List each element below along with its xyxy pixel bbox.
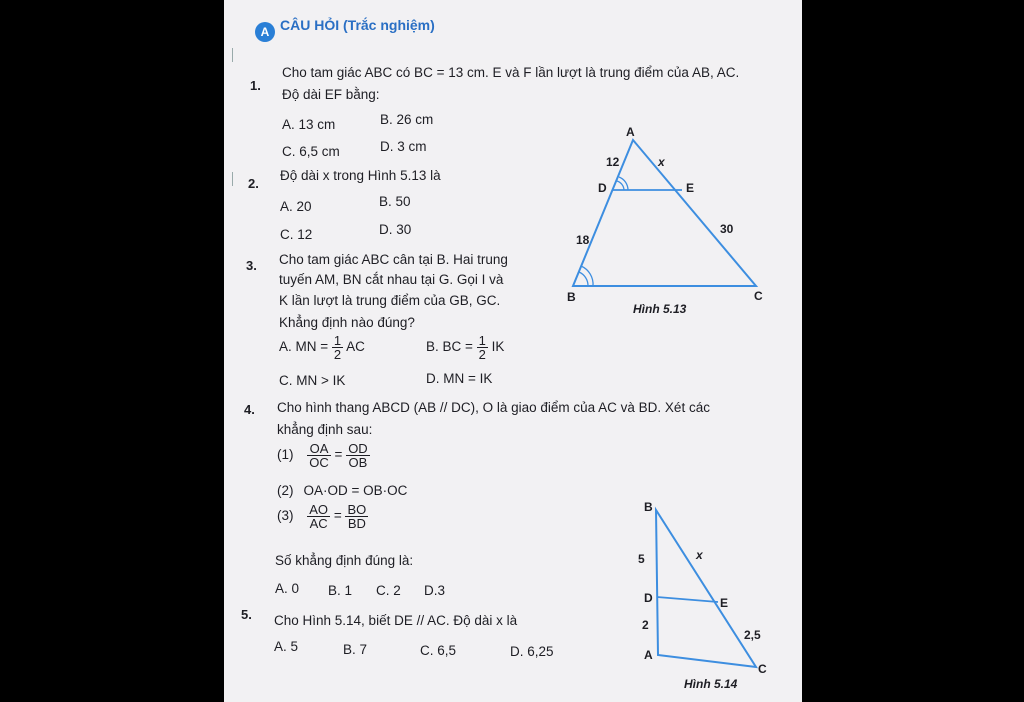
q5-option-c[interactable]: C. 6,5 bbox=[420, 643, 457, 658]
angle-mark-d bbox=[617, 181, 624, 190]
vertex-b-label: B bbox=[567, 290, 576, 304]
q1-line1: Cho tam giác ABC có BC = 13 cm. E và F lần lượt là trung điểm của AB, AC. bbox=[282, 65, 740, 80]
page-edge-mark bbox=[232, 48, 237, 62]
q4-line2: khẳng định sau: bbox=[277, 422, 373, 437]
vertex-c-label: C bbox=[754, 289, 763, 303]
length-be-label: x bbox=[696, 548, 703, 562]
textbook-page bbox=[224, 0, 802, 702]
q4-count-prompt: Số khẳng định đúng là: bbox=[275, 553, 414, 568]
q1-option-b[interactable]: B. 26 cm bbox=[380, 112, 434, 127]
q1-option-c[interactable]: C. 6,5 cm bbox=[282, 144, 340, 159]
q4-statement-1: (1) $\frac{OA}{OC}$ = $\frac{OD}{OB}$ bbox=[277, 441, 368, 470]
q2-option-c[interactable]: C. 12 bbox=[280, 227, 313, 242]
q2-option-d[interactable]: D. 30 bbox=[379, 222, 412, 237]
q3-line4: Khẳng định nào đúng? bbox=[279, 315, 415, 330]
fraction-one-half: $\frac{1}{2}$ bbox=[333, 333, 342, 362]
triangle-abc bbox=[656, 510, 756, 667]
q2-text: Độ dài x trong Hình 5.13 là bbox=[280, 168, 441, 183]
vertex-e-label: E bbox=[720, 596, 729, 610]
q5-option-d[interactable]: D. 6,25 bbox=[510, 644, 554, 659]
q1-option-a[interactable]: A. 13 cm bbox=[282, 117, 336, 132]
figure-5-14 bbox=[624, 495, 784, 695]
length-ad-label: 12 bbox=[606, 155, 620, 169]
q4-statement-2: (2) OA·OD = OB·OC bbox=[277, 483, 408, 498]
q3-option-d[interactable]: D. MN = IK bbox=[426, 371, 493, 386]
angle-mark-b bbox=[581, 266, 593, 286]
q1-number: 1. bbox=[250, 78, 261, 93]
vertex-d-label: D bbox=[644, 591, 653, 605]
q3-option-a[interactable]: A. MN = $\frac{1}{2}$ AC bbox=[279, 333, 365, 362]
q5-text: Cho Hình 5.14, biết DE // AC. Độ dài x là bbox=[274, 613, 518, 628]
length-ec-label: 30 bbox=[720, 222, 734, 236]
figure-5-13-caption: Hình 5.13 bbox=[633, 302, 687, 316]
length-bd-label: 5 bbox=[638, 552, 645, 566]
vertex-d-label: D bbox=[598, 181, 607, 195]
page-edge-mark bbox=[232, 172, 237, 186]
q4-option-d[interactable]: D.3 bbox=[424, 583, 446, 598]
q2-option-a[interactable]: A. 20 bbox=[280, 199, 312, 214]
figure-5-13 bbox=[564, 120, 784, 320]
vertex-a-label: A bbox=[644, 648, 653, 662]
q4-option-c[interactable]: C. 2 bbox=[376, 583, 401, 598]
angle-mark-b bbox=[579, 272, 588, 286]
q3-number: 3. bbox=[246, 258, 257, 273]
q3-option-b[interactable]: B. BC = $\frac{1}{2}$ IK bbox=[426, 333, 505, 362]
section-title: CÂU HỎI (Trắc nghiệm) bbox=[280, 17, 435, 33]
q5-option-b[interactable]: B. 7 bbox=[343, 642, 368, 657]
vertex-e-label: E bbox=[686, 181, 695, 195]
q1-option-d[interactable]: D. 3 cm bbox=[380, 139, 427, 154]
q1-line2: Độ dài EF bằng: bbox=[282, 87, 380, 102]
q4-number: 4. bbox=[244, 402, 255, 417]
vertex-c-label: C bbox=[758, 662, 767, 676]
q4-line1: Cho hình thang ABCD (AB // DC), O là giao điểm của AC và BD. Xét các bbox=[277, 400, 710, 415]
q2-number: 2. bbox=[248, 176, 259, 191]
length-ec-label: 2,5 bbox=[744, 628, 761, 642]
figure-5-14-caption: Hình 5.14 bbox=[684, 677, 738, 691]
q2-option-b[interactable]: B. 50 bbox=[379, 194, 411, 209]
q3-line1: Cho tam giác ABC cân tại B. Hai trung bbox=[279, 252, 508, 267]
length-da-label: 2 bbox=[642, 618, 649, 632]
q5-number: 5. bbox=[241, 607, 252, 622]
q4-option-a[interactable]: A. 0 bbox=[275, 581, 300, 596]
section-badge: A bbox=[255, 22, 275, 42]
segment-de bbox=[657, 597, 718, 602]
vertex-a-label: A bbox=[626, 125, 635, 139]
q5-option-a[interactable]: A. 5 bbox=[274, 639, 299, 654]
vertex-b-label: B bbox=[644, 500, 653, 514]
length-db-label: 18 bbox=[576, 233, 590, 247]
q4-option-b[interactable]: B. 1 bbox=[328, 583, 353, 598]
q3-line2: tuyến AM, BN cắt nhau tại G. Gọi I và bbox=[279, 272, 504, 287]
q3-option-c[interactable]: C. MN > IK bbox=[279, 373, 346, 388]
q3-line3: K lần lượt là trung điểm của GB, GC. bbox=[279, 293, 501, 308]
length-ae-label: x bbox=[658, 155, 665, 169]
q4-statement-3: (3) $\frac{AO}{AC}$ = $\frac{BO}{BD}$ bbox=[277, 502, 367, 531]
fraction-one-half: $\frac{1}{2}$ bbox=[478, 333, 486, 362]
